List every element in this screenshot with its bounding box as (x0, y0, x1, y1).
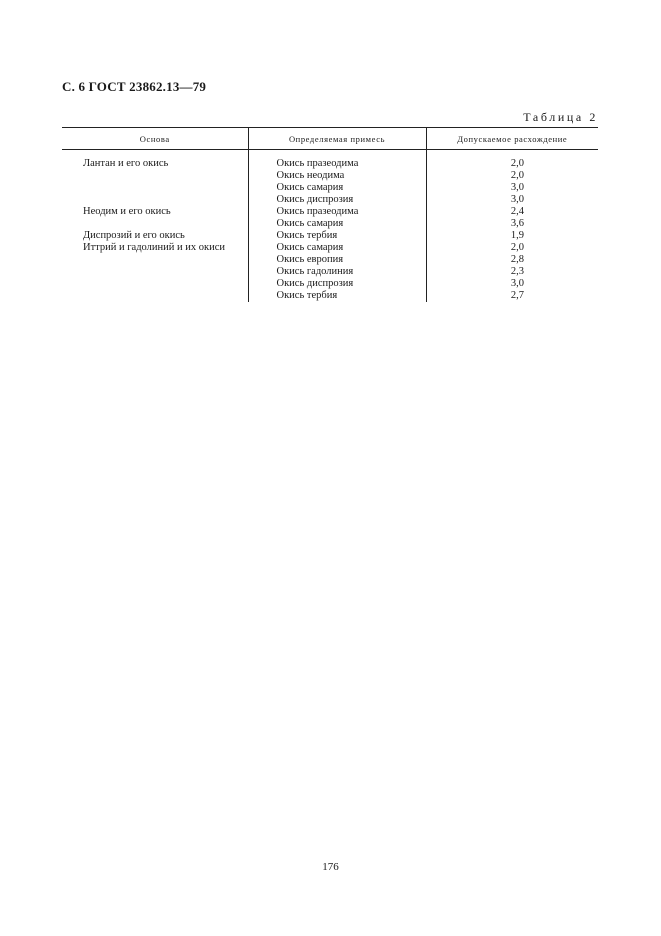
table (62, 127, 598, 302)
impurity-table (62, 127, 598, 302)
base-cell (62, 218, 248, 230)
column-header-impurity: Определяемая примесь (248, 128, 426, 150)
tolerance-cell: 2,0 (426, 242, 598, 254)
impurity-cell: Окись самария (248, 218, 426, 230)
tolerance-cell: 2,3 (426, 266, 598, 278)
table-row (62, 170, 598, 182)
impurity-cell: Окись празеодима (248, 158, 426, 170)
base-cell: Неодим и его окись (83, 206, 171, 217)
impurity-cell: Окись самария (248, 242, 426, 254)
tolerance-cell: 3,6 (426, 218, 598, 230)
tolerance-cell: 2,0 (426, 158, 598, 170)
column-header-base: Основа (62, 128, 248, 150)
impurity-cell: Окись гадолиния (248, 266, 426, 278)
tolerance-cell: 3,0 (426, 182, 598, 194)
impurity-cell: Окись празеодима (248, 206, 426, 218)
table-row (62, 182, 598, 194)
base-cell: Диспрозий и его окись (83, 230, 185, 241)
table-row (62, 206, 598, 218)
base-cell (62, 194, 248, 206)
tolerance-cell: 2,0 (426, 170, 598, 182)
table-row (62, 266, 598, 278)
base-cell (62, 254, 248, 266)
base-cell (62, 266, 248, 278)
table-row (62, 278, 598, 290)
impurity-cell: Окись неодима (248, 170, 426, 182)
table-row (62, 158, 598, 170)
tolerance-cell: 2,8 (426, 254, 598, 266)
tolerance-cell: 3,0 (426, 194, 598, 206)
tolerance-cell: 2,4 (426, 206, 598, 218)
tolerance-cell: 1,9 (426, 230, 598, 242)
table-row (62, 230, 598, 242)
table-row (62, 254, 598, 266)
base-cell (62, 182, 248, 194)
base-cell: Лантан и его окись (83, 158, 169, 169)
page-header: С. 6 ГОСТ 23862.13—79 (62, 79, 207, 94)
impurity-cell: Окись диспрозия (248, 278, 426, 290)
impurity-cell: Окись тербия (248, 230, 426, 242)
tolerance-cell: 2,7 (426, 290, 598, 302)
table-spacer-row (62, 150, 598, 159)
table-header-row (62, 128, 598, 150)
tolerance-cell: 3,0 (426, 278, 598, 290)
table-row (62, 290, 598, 302)
column-header-tolerance: Допускаемое расхождение (426, 128, 598, 150)
table-row (62, 218, 598, 230)
impurity-cell: Окись европия (248, 254, 426, 266)
base-cell (62, 278, 248, 290)
base-cell (62, 290, 248, 302)
table-row (62, 194, 598, 206)
base-cell: Иттрий и гадолиний и их окиси (83, 242, 225, 253)
table-row (62, 242, 598, 254)
impurity-cell: Окись самария (248, 182, 426, 194)
base-cell (62, 170, 248, 182)
impurity-cell: Окись диспрозия (248, 194, 426, 206)
table-caption: Таблица 2 (523, 110, 598, 124)
page-number: 176 (322, 861, 339, 873)
impurity-cell: Окись тербия (248, 290, 426, 302)
